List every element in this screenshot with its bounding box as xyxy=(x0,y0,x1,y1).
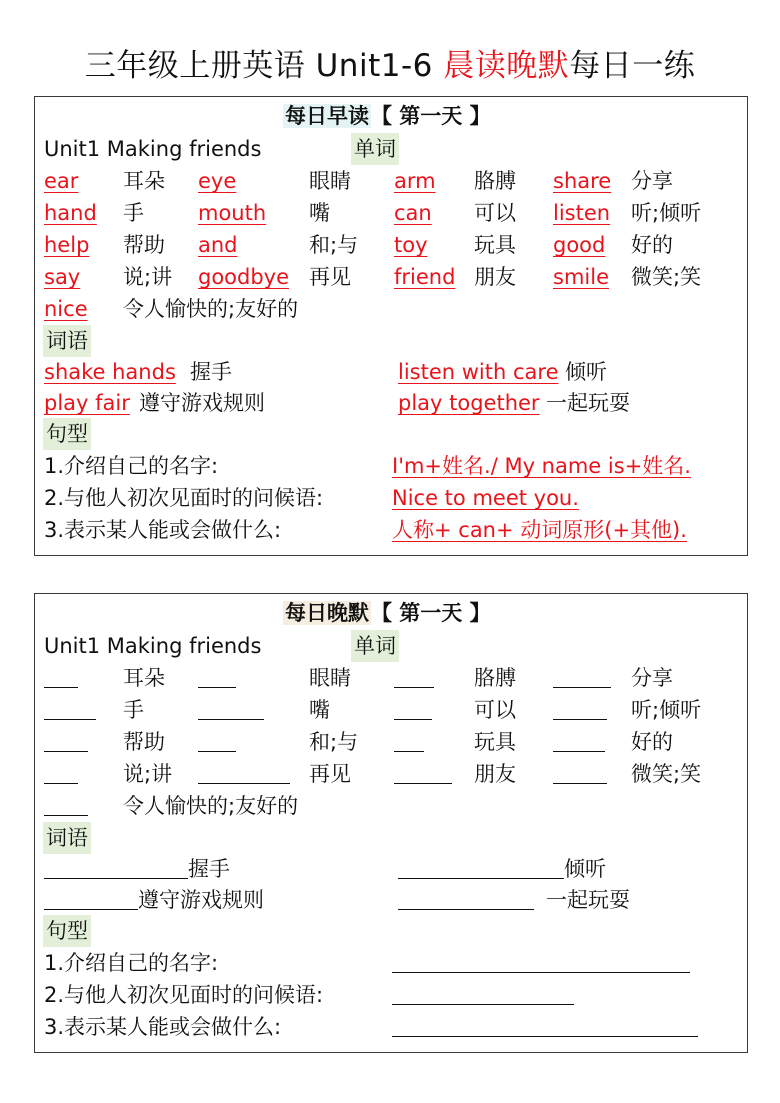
word-cn: 听;倾听 xyxy=(631,201,702,225)
evening-word-row xyxy=(35,662,747,694)
sentence-question: 1.介绍自己的名字: xyxy=(44,951,219,975)
sentence-question: 3.表示某人能或会做什么: xyxy=(44,1015,282,1039)
answer-blank[interactable] xyxy=(392,1013,698,1037)
evening-heading-text: 每日晚默 xyxy=(285,601,369,625)
morning-phrase-row xyxy=(35,387,747,419)
morning-words-tag: 单词 xyxy=(351,133,399,165)
word-cn: 可以 xyxy=(474,201,516,225)
word-cn: 眼睛 xyxy=(309,169,351,193)
word-en: friend xyxy=(394,265,456,289)
word-en: can xyxy=(394,201,432,225)
morning-word-row xyxy=(35,197,747,229)
word-cn: 和;与 xyxy=(309,730,359,754)
morning-phrase-row xyxy=(35,356,747,388)
morning-sentence-row xyxy=(35,514,747,546)
word-cn: 可以 xyxy=(474,698,516,722)
word-cn: 眼睛 xyxy=(309,666,351,690)
title-part1: 三年级上册英语 Unit1-6 xyxy=(84,48,444,84)
title-part3: 每日一练 xyxy=(569,48,696,84)
word-cn: 说;讲 xyxy=(123,265,173,289)
word-en: goodbye xyxy=(198,265,290,289)
word-cn: 帮助 xyxy=(123,233,165,257)
word-en: help xyxy=(44,233,90,257)
sentence-question: 2.与他人初次见面时的问候语: xyxy=(44,983,324,1007)
title-part2-highlight: 晨读晚默 xyxy=(443,48,570,84)
word-en: ear xyxy=(44,169,79,193)
evening-word-row xyxy=(35,726,747,758)
sentence-question: 3.表示某人能或会做什么: xyxy=(44,518,282,542)
sentence-question: 2.与他人初次见面时的问候语: xyxy=(44,486,324,510)
word-en: listen xyxy=(553,201,611,225)
answer-blank[interactable] xyxy=(44,696,96,720)
word-cn: 胳膊 xyxy=(474,169,516,193)
evening-phrases-tag-row xyxy=(35,822,747,854)
answer-blank[interactable] xyxy=(553,696,607,720)
word-cn: 和;与 xyxy=(309,233,359,257)
word-cn: 好的 xyxy=(631,233,673,257)
morning-word-row xyxy=(35,229,747,261)
word-cn: 耳朵 xyxy=(123,169,165,193)
answer-blank[interactable] xyxy=(392,949,690,973)
phrase-en: shake hands xyxy=(44,360,176,384)
evening-sentence-row xyxy=(35,979,747,1011)
sentence-answer: 人称+ can+ 动词原形(+其他). xyxy=(392,518,687,542)
answer-blank[interactable] xyxy=(44,664,78,688)
evening-sentences-tag-row xyxy=(35,915,747,947)
evening-unit-row xyxy=(35,630,747,662)
phrase-en: listen with care xyxy=(398,360,559,384)
phrase-cn: 握手 xyxy=(190,360,232,384)
phrase-cn: 一起玩耍 xyxy=(546,391,630,415)
word-en: good xyxy=(553,233,606,257)
phrase-en: play fair xyxy=(44,391,130,415)
word-cn: 分享 xyxy=(631,169,673,193)
evening-sentences-tag: 句型 xyxy=(43,915,91,947)
word-cn: 嘴 xyxy=(309,201,330,225)
morning-heading xyxy=(283,101,491,131)
word-cn: 再见 xyxy=(309,762,351,786)
word-cn: 微笑;笑 xyxy=(631,265,702,289)
answer-blank[interactable] xyxy=(398,855,564,879)
evening-word-row xyxy=(35,758,747,790)
word-en: toy xyxy=(394,233,428,257)
word-cn: 微笑;笑 xyxy=(631,762,702,786)
word-en: share xyxy=(553,169,612,193)
sentence-answer: I'm+姓名./ My name is+姓名. xyxy=(392,454,691,478)
answer-blank[interactable] xyxy=(398,886,534,910)
word-cn: 分享 xyxy=(631,666,673,690)
word-cn: 令人愉快的;友好的 xyxy=(123,297,299,321)
answer-blank[interactable] xyxy=(394,696,432,720)
phrase-cn: 倾听 xyxy=(564,857,606,881)
answer-blank[interactable] xyxy=(553,728,605,752)
sentence-question: 1.介绍自己的名字: xyxy=(44,454,219,478)
morning-sentences-tag: 句型 xyxy=(43,418,91,450)
phrase-cn: 倾听 xyxy=(565,360,607,384)
word-cn: 玩具 xyxy=(474,233,516,257)
answer-blank[interactable] xyxy=(198,696,264,720)
morning-reading-box xyxy=(34,96,748,556)
phrase-en: play together xyxy=(398,391,540,415)
sentence-answer: Nice to meet you. xyxy=(392,486,579,510)
evening-word-row xyxy=(35,790,747,822)
word-cn: 令人愉快的;友好的 xyxy=(123,794,299,818)
word-en: hand xyxy=(44,201,97,225)
word-cn: 朋友 xyxy=(474,762,516,786)
word-cn: 手 xyxy=(123,201,144,225)
morning-sentence-row xyxy=(35,450,747,482)
word-en: mouth xyxy=(198,201,267,225)
phrase-cn: 一起玩耍 xyxy=(546,888,630,912)
morning-unit-title: Unit1 Making friends xyxy=(44,137,262,161)
word-cn: 听;倾听 xyxy=(631,698,702,722)
morning-sentences-tag-row xyxy=(35,418,747,450)
word-cn: 再见 xyxy=(309,265,351,289)
evening-sentence-row xyxy=(35,1011,747,1043)
word-en: arm xyxy=(394,169,436,193)
answer-blank[interactable] xyxy=(553,760,607,784)
evening-dictation-box xyxy=(34,593,748,1053)
morning-heading-text: 每日早读 xyxy=(285,104,369,128)
morning-word-row xyxy=(35,293,747,325)
phrase-cn: 遵守游戏规则 xyxy=(139,391,265,415)
answer-blank[interactable] xyxy=(44,760,78,784)
answer-blank[interactable] xyxy=(44,728,88,752)
word-cn: 胳膊 xyxy=(474,666,516,690)
morning-word-row xyxy=(35,165,747,197)
evening-heading xyxy=(283,598,491,628)
answer-blank[interactable] xyxy=(392,981,574,1005)
answer-blank[interactable] xyxy=(198,664,236,688)
word-en: eye xyxy=(198,169,237,193)
word-en: smile xyxy=(553,265,609,289)
evening-phrases-tag: 词语 xyxy=(43,822,91,854)
answer-blank[interactable] xyxy=(44,855,188,879)
page-title xyxy=(0,44,780,88)
evening-phrase-row xyxy=(35,884,747,916)
answer-blank[interactable] xyxy=(394,664,434,688)
morning-day-label: 【 第一天 】 xyxy=(371,104,491,128)
morning-word-row xyxy=(35,261,747,293)
evening-phrase-row xyxy=(35,853,747,885)
word-en: nice xyxy=(44,297,88,321)
word-en: and xyxy=(198,233,238,257)
phrase-cn: 握手 xyxy=(188,857,230,881)
answer-blank[interactable] xyxy=(198,728,236,752)
morning-phrases-tag-row xyxy=(35,325,747,357)
evening-sentence-row xyxy=(35,947,747,979)
morning-phrases-tag: 词语 xyxy=(43,325,91,357)
evening-words-tag: 单词 xyxy=(351,630,399,662)
evening-unit-title: Unit1 Making friends xyxy=(44,634,262,658)
word-cn: 耳朵 xyxy=(123,666,165,690)
morning-unit-row xyxy=(35,133,747,165)
answer-blank[interactable] xyxy=(44,792,88,816)
word-cn: 嘴 xyxy=(309,698,330,722)
word-cn: 朋友 xyxy=(474,265,516,289)
word-cn: 手 xyxy=(123,698,144,722)
evening-day-label: 【 第一天 】 xyxy=(371,601,491,625)
morning-sentence-row xyxy=(35,482,747,514)
answer-blank[interactable] xyxy=(394,728,424,752)
word-cn: 说;讲 xyxy=(123,762,173,786)
answer-blank[interactable] xyxy=(198,760,290,784)
answer-blank[interactable] xyxy=(44,886,138,910)
answer-blank[interactable] xyxy=(394,760,452,784)
evening-word-row xyxy=(35,694,747,726)
word-cn: 帮助 xyxy=(123,730,165,754)
answer-blank[interactable] xyxy=(553,664,611,688)
word-cn: 好的 xyxy=(631,730,673,754)
phrase-cn: 遵守游戏规则 xyxy=(138,888,264,912)
word-cn: 玩具 xyxy=(474,730,516,754)
word-en: say xyxy=(44,265,81,289)
